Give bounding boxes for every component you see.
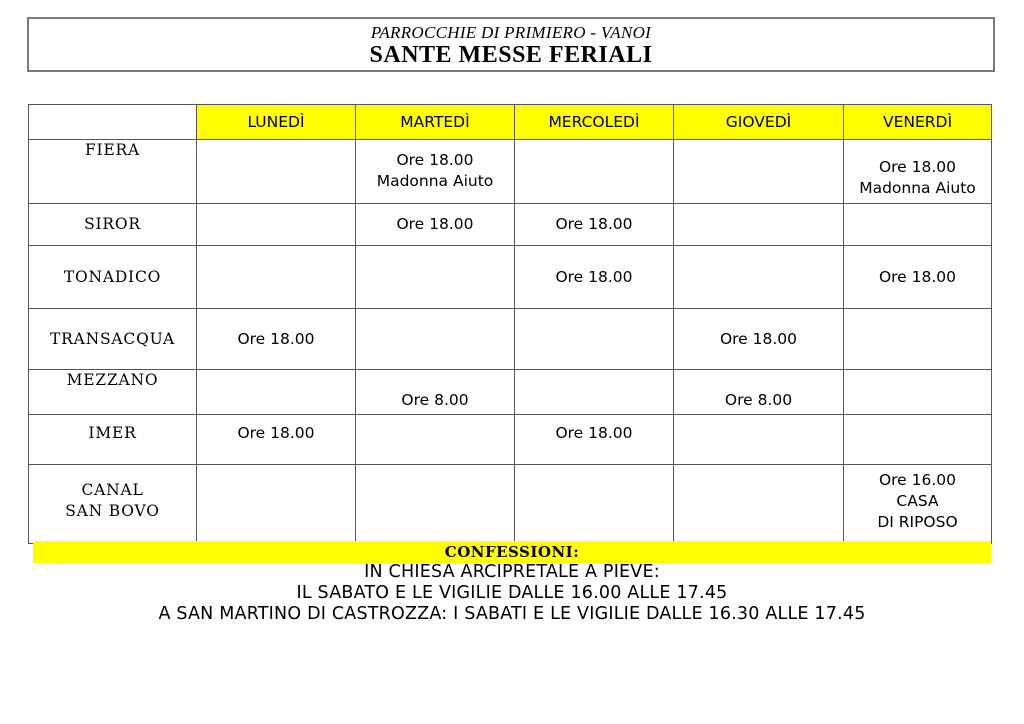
table-corner-cell: [29, 105, 197, 140]
schedule-cell: [197, 140, 356, 204]
place-cell-canal-san-bovo: [29, 465, 197, 544]
day-header-wednesday: MERCOLEDÌ: [515, 105, 674, 140]
schedule-cell: [515, 465, 674, 544]
schedule-cell: [356, 370, 515, 415]
schedule-cell: [515, 140, 674, 204]
table-row: [29, 309, 992, 370]
schedule-cell: [515, 246, 674, 309]
confessions-heading: CONFESSIONI:: [33, 541, 991, 563]
schedule-cell: [674, 140, 844, 204]
schedule-cell: [844, 140, 992, 204]
schedule-cell: [197, 204, 356, 246]
place-name: CANAL: [81, 481, 144, 499]
mass-time: Ore 16.00: [878, 471, 957, 489]
schedule-cell: [674, 309, 844, 370]
place-cell-fiera: [29, 140, 197, 204]
place-name: SIROR: [84, 215, 141, 233]
mass-time: Ore 18.00: [555, 424, 633, 442]
schedule-cell: [844, 465, 992, 544]
table-row: [29, 204, 992, 246]
table-row: [29, 246, 992, 309]
mass-time: Ore 8.00: [724, 391, 793, 409]
schedule-cell: [674, 246, 844, 309]
mass-time: Ore 18.00: [555, 215, 633, 233]
schedule-cell: [515, 370, 674, 415]
mass-time: Ore 18.00: [237, 329, 315, 348]
schedule-cell: [356, 415, 515, 465]
schedule-cell: [844, 370, 992, 415]
mass-time: Ore 18.00: [396, 215, 474, 233]
schedule-cell: [197, 465, 356, 544]
place-cell-tonadico: [29, 246, 197, 309]
schedule-cell: [674, 370, 844, 415]
confessions-line-3: A SAN MARTINO DI CASTROZZA: I SABATI E LE VIGILIE DALLE 16.30 ALLE 17.45: [158, 604, 866, 624]
mass-time: Ore 18.00: [237, 424, 315, 442]
schedule-cell: [674, 465, 844, 544]
mass-time: Ore 18.00: [878, 267, 957, 286]
place-cell-mezzano: [29, 370, 197, 415]
schedule-cell: [515, 204, 674, 246]
table-row: [29, 370, 992, 415]
mass-location: DI RIPOSO: [877, 513, 958, 531]
mass-time: Ore 18.00: [555, 267, 633, 286]
mass-location: CASA: [896, 492, 939, 510]
mass-time: Ore 18.00: [396, 151, 474, 169]
mass-time: Ore 18.00: [878, 158, 957, 176]
confessions-line-1: IN CHIESA ARCIPRETALE A PIEVE:: [364, 562, 660, 582]
place-name: TONADICO: [63, 267, 162, 286]
place-name: TRANSACQUA: [50, 329, 175, 348]
schedule-cell: [844, 415, 992, 465]
table-row: [29, 140, 992, 204]
schedule-cell: [844, 204, 992, 246]
place-name: IMER: [88, 424, 137, 442]
place-name: MEZZANO: [66, 371, 159, 389]
schedule-cell: [844, 309, 992, 370]
schedule-cell: [197, 370, 356, 415]
place-cell-siror: [29, 204, 197, 246]
place-cell-transacqua: [29, 309, 197, 370]
schedule-cell: [844, 246, 992, 309]
schedule-cell: [356, 140, 515, 204]
mass-time: Ore 18.00: [719, 329, 798, 348]
page-title: SANTE MESSE FERIALI: [369, 42, 653, 68]
place-name: FIERA: [84, 141, 141, 159]
confessions-info: [0, 562, 1024, 625]
table-header-row: [29, 105, 992, 140]
schedule-cell: [515, 309, 674, 370]
schedule-cell: [197, 246, 356, 309]
day-header-tuesday: MARTEDÌ: [356, 105, 515, 140]
parish-subtitle: PARROCCHIE DI PRIMIERO - VANOI: [370, 23, 652, 42]
schedule-cell: [197, 309, 356, 370]
mass-location: Madonna Aiuto: [376, 172, 494, 190]
schedule-cell: [515, 415, 674, 465]
schedule-cell: [356, 246, 515, 309]
day-header-monday: LUNEDÌ: [197, 105, 356, 140]
confessions-line-2: IL SABATO E LE VIGILIE DALLE 16.00 ALLE 17.45: [296, 583, 728, 603]
schedule-cell: [356, 309, 515, 370]
table-row: [29, 415, 992, 465]
schedule-cell: [197, 415, 356, 465]
place-cell-imer: [29, 415, 197, 465]
schedule-cell: [674, 415, 844, 465]
mass-location: Madonna Aiuto: [859, 179, 976, 197]
day-header-thursday: GIOVEDÌ: [674, 105, 844, 140]
schedule-cell: [356, 465, 515, 544]
place-name: SAN BOVO: [65, 502, 160, 520]
day-header-friday: VENERDÌ: [844, 105, 992, 140]
schedule-cell: [674, 204, 844, 246]
mass-schedule-table: [28, 104, 992, 544]
header-box: [27, 17, 995, 72]
schedule-cell: [356, 204, 515, 246]
table-row: [29, 465, 992, 544]
mass-time: Ore 8.00: [401, 391, 469, 409]
